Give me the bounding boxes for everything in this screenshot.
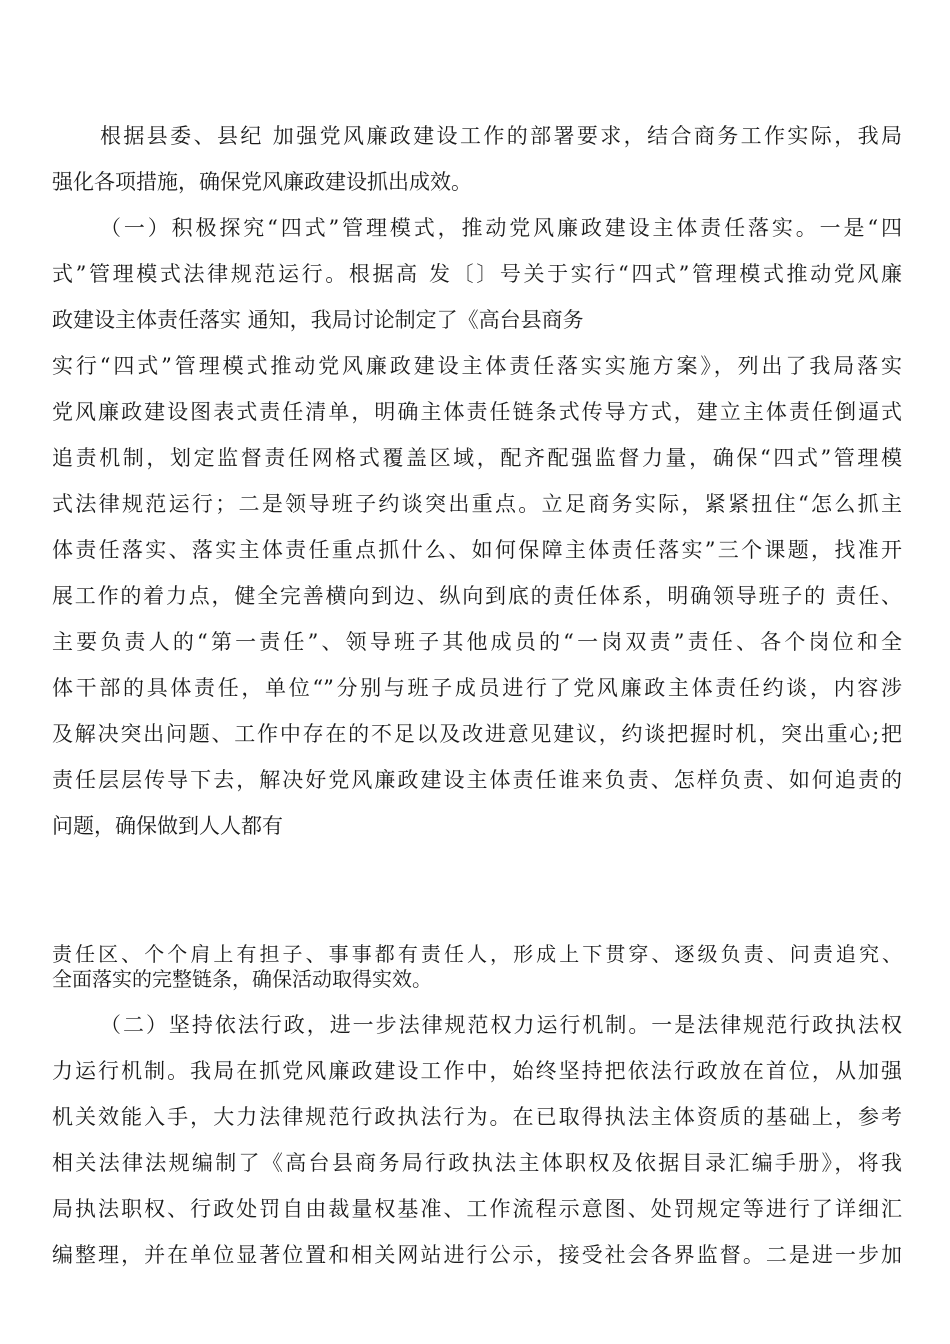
text-line: 问题，确保做到人人都有 <box>52 814 283 838</box>
text-line: 编整理，并在单位显著位置和相关网站进行公示，接受社会各界监督。二是进一步加 <box>52 1243 902 1267</box>
text-line: 机关效能入手，大力法律规范行政执法行为。在已取得执法主体资质的基础上，参考 <box>52 1105 902 1129</box>
text-line: 式法律规范运行；二是领导班子约谈突出重点。立足商务实际，紧紧扭住“怎么抓主 <box>52 492 902 516</box>
text-line: 实行“四式”管理模式推动党风廉政建设主体责任落实实施方案》，列出了我局落实 <box>52 354 902 378</box>
text-line: （一）积极探究“四式”管理模式，推动党风廉政建设主体责任落实。一是“四 <box>100 216 902 240</box>
text-line: 主要负责人的“第一责任”、领导班子其他成员的“一岗双责”责任、各个岗位和全 <box>52 630 902 654</box>
text-line: 追责机制，划定监督责任网格式覆盖区域，配齐配强监督力量，确保“四式”管理模 <box>52 446 902 470</box>
text-line: 根据县委、县纪 加强党风廉政建设工作的部署要求，结合商务工作实际，我局 <box>100 124 902 148</box>
text-line: 局执法职权、行政处罚自由裁量权基准、工作流程示意图、处罚规定等进行了详细汇 <box>52 1197 902 1221</box>
text-line: 体干部的具体责任，单位“”分别与班子成员进行了党风廉政主体责任约谈，内容涉 <box>52 676 902 700</box>
text-line: （二）坚持依法行政，进一步法律规范权力运行机制。一是法律规范行政执法权 <box>100 1013 902 1037</box>
text-line: 相关法律法规编制了《高台县商务局行政执法主体职权及依据目录汇编手册》，将我 <box>52 1151 902 1175</box>
text-line: 力运行机制。我局在抓党风廉政建设工作中，始终坚持把依法行政放在首位，从加强 <box>52 1059 902 1083</box>
text-line: 及解决突出问题、工作中存在的不足以及改进意见建议，约谈把握时机，突出重心;把 <box>52 722 902 746</box>
text-line: 责任层层传导下去，解决好党风廉政建设主体责任谁来负责、怎样负责、如何追责的 <box>52 768 902 792</box>
text-line: 政建设主体责任落实 通知，我局讨论制定了《高台县商务 <box>52 308 584 332</box>
text-line: 全面落实的完整链条，确保活动取得实效。 <box>52 967 432 991</box>
text-line: 强化各项措施，确保党风廉政建设抓出成效。 <box>52 170 472 194</box>
text-line: 责任区、个个肩上有担子、事事都有责任人，形成上下贯穿、逐级负责、问责追究、 <box>52 942 902 966</box>
text-line: 展工作的着力点，健全完善横向到边、纵向到底的责任体系，明确领导班子的 责任、 <box>52 584 902 608</box>
text-line: 体责任落实、落实主体责任重点抓什么、如何保障主体责任落实”三个课题，找准开 <box>52 538 902 562</box>
text-line: 式”管理模式法律规范运行。根据高 发〔〕号关于实行“四式”管理模式推动党风廉 <box>52 262 902 286</box>
text-line: 党风廉政建设图表式责任清单，明确主体责任链条式传导方式，建立主体责任倒逼式 <box>52 400 902 424</box>
